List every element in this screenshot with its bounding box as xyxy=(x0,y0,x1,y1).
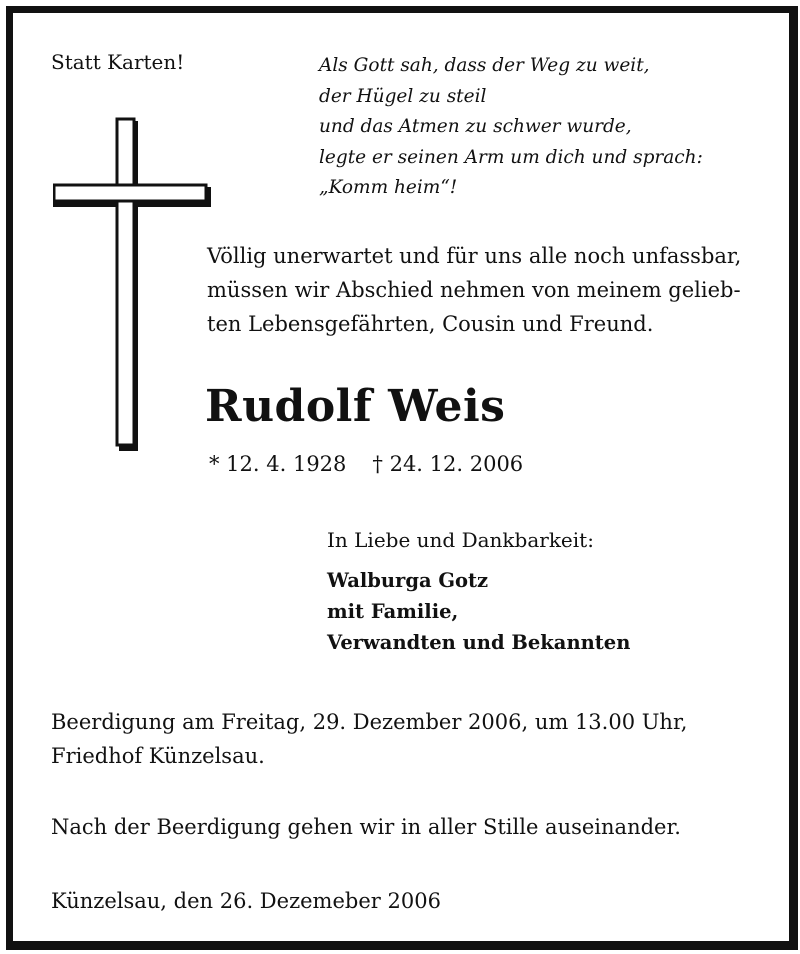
poem-line: und das Atmen zu schwer wurde, xyxy=(319,116,632,137)
obituary-frame xyxy=(6,6,798,950)
poem-line: Als Gott sah, dass der Weg zu weit, xyxy=(319,55,650,76)
funeral-line: Beerdigung am Freitag, 29. Dezember 2006, um 13.00 Uhr, xyxy=(51,710,688,734)
funeral-line: Friedhof Künzelsau. xyxy=(51,744,265,768)
poem-line: „Komm heim“! xyxy=(319,177,458,198)
poem-line: der Hügel zu steil xyxy=(319,85,487,107)
funeral-info xyxy=(51,705,687,773)
life-dates xyxy=(209,449,523,479)
mourners-intro: In Liebe und Dankbarkeit: xyxy=(327,528,594,552)
death-date: † 24. 12. 2006 xyxy=(372,452,524,476)
deceased-name: Rudolf Weis xyxy=(205,381,506,432)
statt-karten-label: Statt Karten! xyxy=(51,50,185,74)
intro-text xyxy=(207,239,741,341)
mourner-line: mit Familie, xyxy=(327,600,459,623)
poem-line: legte er seinen Arm um dich und sprach: xyxy=(319,146,703,168)
mourner-line: Walburga Gotz xyxy=(327,569,489,592)
poem xyxy=(319,51,703,204)
intro-line: müssen wir Abschied nehmen von meinem gelieb- xyxy=(207,278,741,302)
place-date: Künzelsau, den 26. Dezemeber 2006 xyxy=(51,889,441,913)
mourners-names xyxy=(327,565,630,658)
after-funeral-note: Nach der Beerdigung gehen wir in aller Stille auseinander. xyxy=(51,815,681,839)
intro-line: Völlig unerwartet und für uns alle noch unfassbar, xyxy=(207,244,742,268)
intro-line: ten Lebensgefährten, Cousin und Freund. xyxy=(207,312,654,336)
cross-icon xyxy=(53,117,213,453)
mourner-line: Verwandten und Bekannten xyxy=(327,631,631,654)
birth-date: * 12. 4. 1928 xyxy=(209,452,347,476)
